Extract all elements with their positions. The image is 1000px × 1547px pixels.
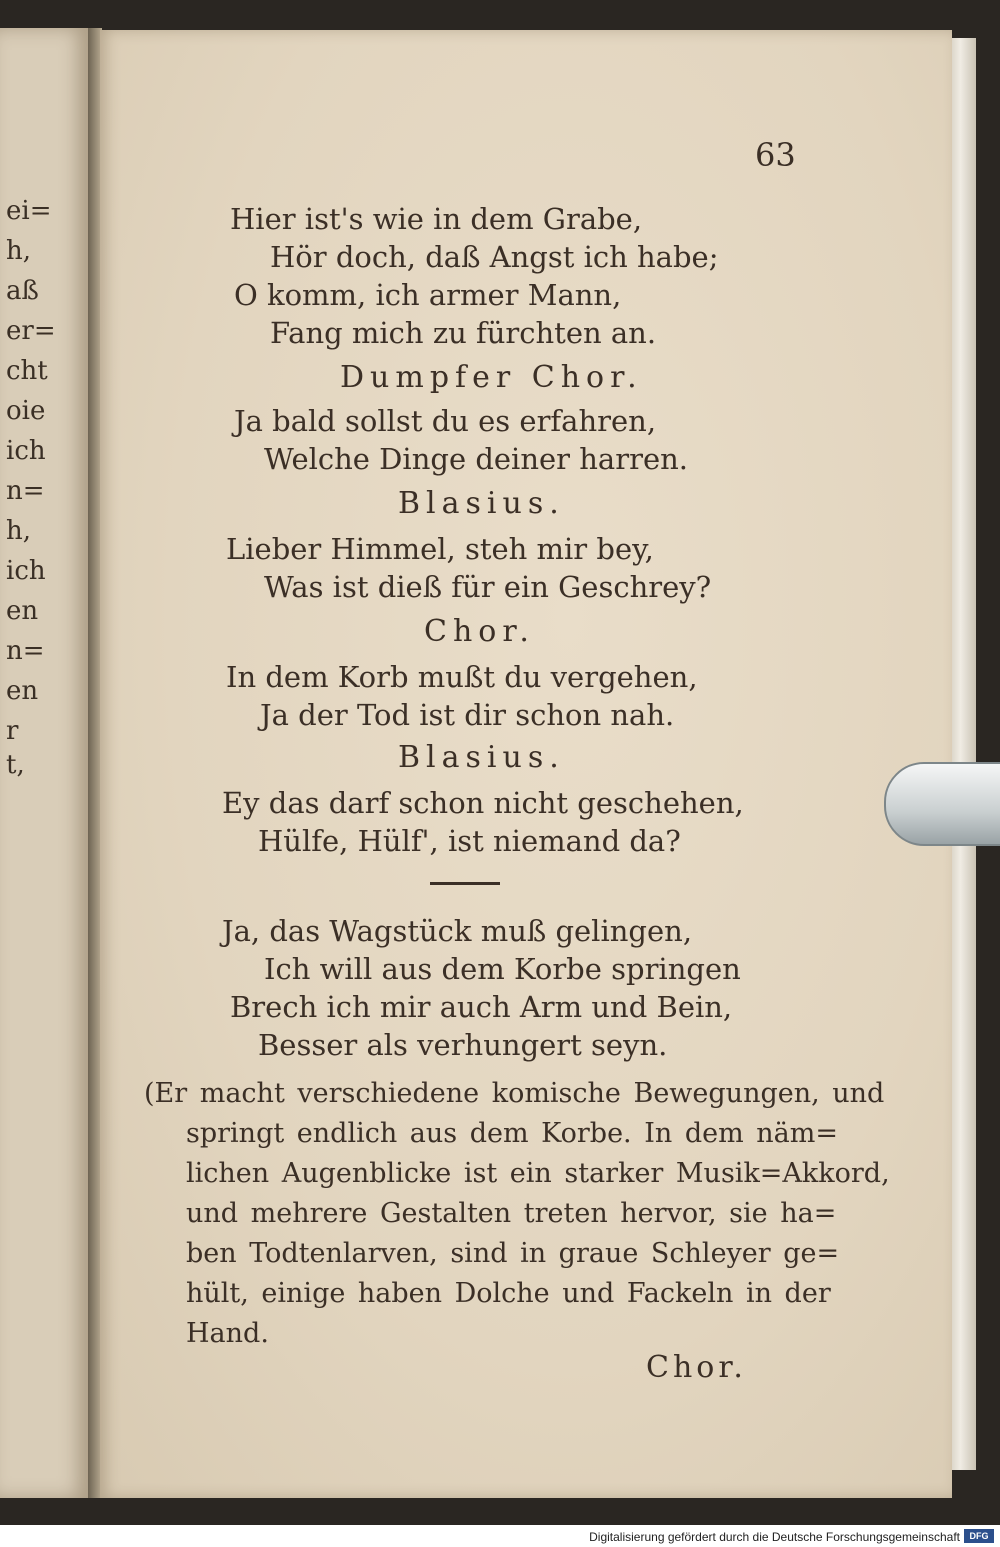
stage-direction-line: (Er macht verschiedene komische Bewegungen, und — [144, 1078, 885, 1109]
verse-line: In dem Korb mußt du vergehen, — [226, 660, 698, 694]
catchword: Chor. — [646, 1350, 747, 1385]
margin-fragment: t, — [6, 750, 25, 780]
margin-fragment: ich — [6, 556, 46, 586]
verse-line: Was ist dieß für ein Geschrey? — [264, 570, 712, 604]
margin-fragment: aß — [6, 276, 39, 306]
verse-line: Hülfe, Hülf', ist niemand da? — [258, 824, 681, 858]
margin-fragment: h, — [6, 516, 32, 546]
margin-fragment: en — [6, 676, 39, 706]
stage-direction-line: lichen Augenblicke ist ein starker Musik=Akkord, — [186, 1158, 890, 1189]
verse-line: Hier ist's wie in dem Grabe, — [230, 202, 643, 236]
margin-fragment: cht — [6, 356, 48, 386]
margin-fragment: ei= — [6, 196, 52, 226]
verse-line: Welche Dinge deiner harren. — [264, 442, 688, 476]
book-page — [100, 30, 952, 1498]
page-number: 63 — [755, 136, 796, 174]
verse-line: Brech ich mir auch Arm und Bein, — [230, 990, 733, 1024]
speaker-heading: Blasius. — [398, 486, 565, 521]
facing-page-fragment — [0, 28, 91, 1498]
margin-fragment: h, — [6, 236, 32, 266]
page-edge — [950, 38, 976, 1470]
stage-direction-line: springt endlich aus dem Korbe. In dem näm= — [186, 1118, 839, 1149]
speaker-heading: Dumpfer Chor. — [340, 360, 643, 395]
stage-direction-line: Hand. — [186, 1318, 269, 1349]
margin-fragment: n= — [6, 636, 45, 666]
speaker-heading: Blasius. — [398, 740, 565, 775]
verse-line: Ey das darf schon nicht geschehen, — [222, 786, 744, 820]
margin-fragment: oie — [6, 396, 46, 426]
margin-fragment: r — [6, 716, 19, 746]
verse-line: Hör doch, daß Angst ich habe; — [270, 240, 719, 274]
stage-direction-line: und mehrere Gestalten treten hervor, sie ha= — [186, 1198, 837, 1229]
dfg-logo: DFG — [964, 1529, 994, 1543]
verse-line: Ja bald sollst du es erfahren, — [234, 404, 657, 438]
section-rule — [430, 882, 500, 885]
speaker-heading: Chor. — [424, 614, 535, 649]
verse-line: O komm, ich armer Mann, — [234, 278, 622, 312]
footer-credit: Digitalisierung gefördert durch die Deutsche Forschungsgemeinschaft — [589, 1530, 960, 1544]
verse-line: Fang mich zu fürchten an. — [270, 316, 657, 350]
verse-line: Ja der Tod ist dir schon nah. — [260, 698, 675, 732]
stage-direction-line: ben Todtenlarven, sind in graue Schleyer ge= — [186, 1238, 840, 1269]
page-clip — [884, 762, 1000, 846]
margin-fragment: ich — [6, 436, 46, 466]
verse-line: Besser als verhungert seyn. — [258, 1028, 668, 1062]
verse-line: Lieber Himmel, steh mir bey, — [226, 532, 654, 566]
stage-direction-line: hült, einige haben Dolche und Fackeln in der — [186, 1278, 831, 1309]
margin-fragment: en — [6, 596, 39, 626]
margin-fragment: er= — [6, 316, 56, 346]
verse-line: Ich will aus dem Korbe springen — [264, 952, 741, 986]
verse-line: Ja, das Wagstück muß gelingen, — [222, 914, 693, 948]
margin-fragment: n= — [6, 476, 45, 506]
